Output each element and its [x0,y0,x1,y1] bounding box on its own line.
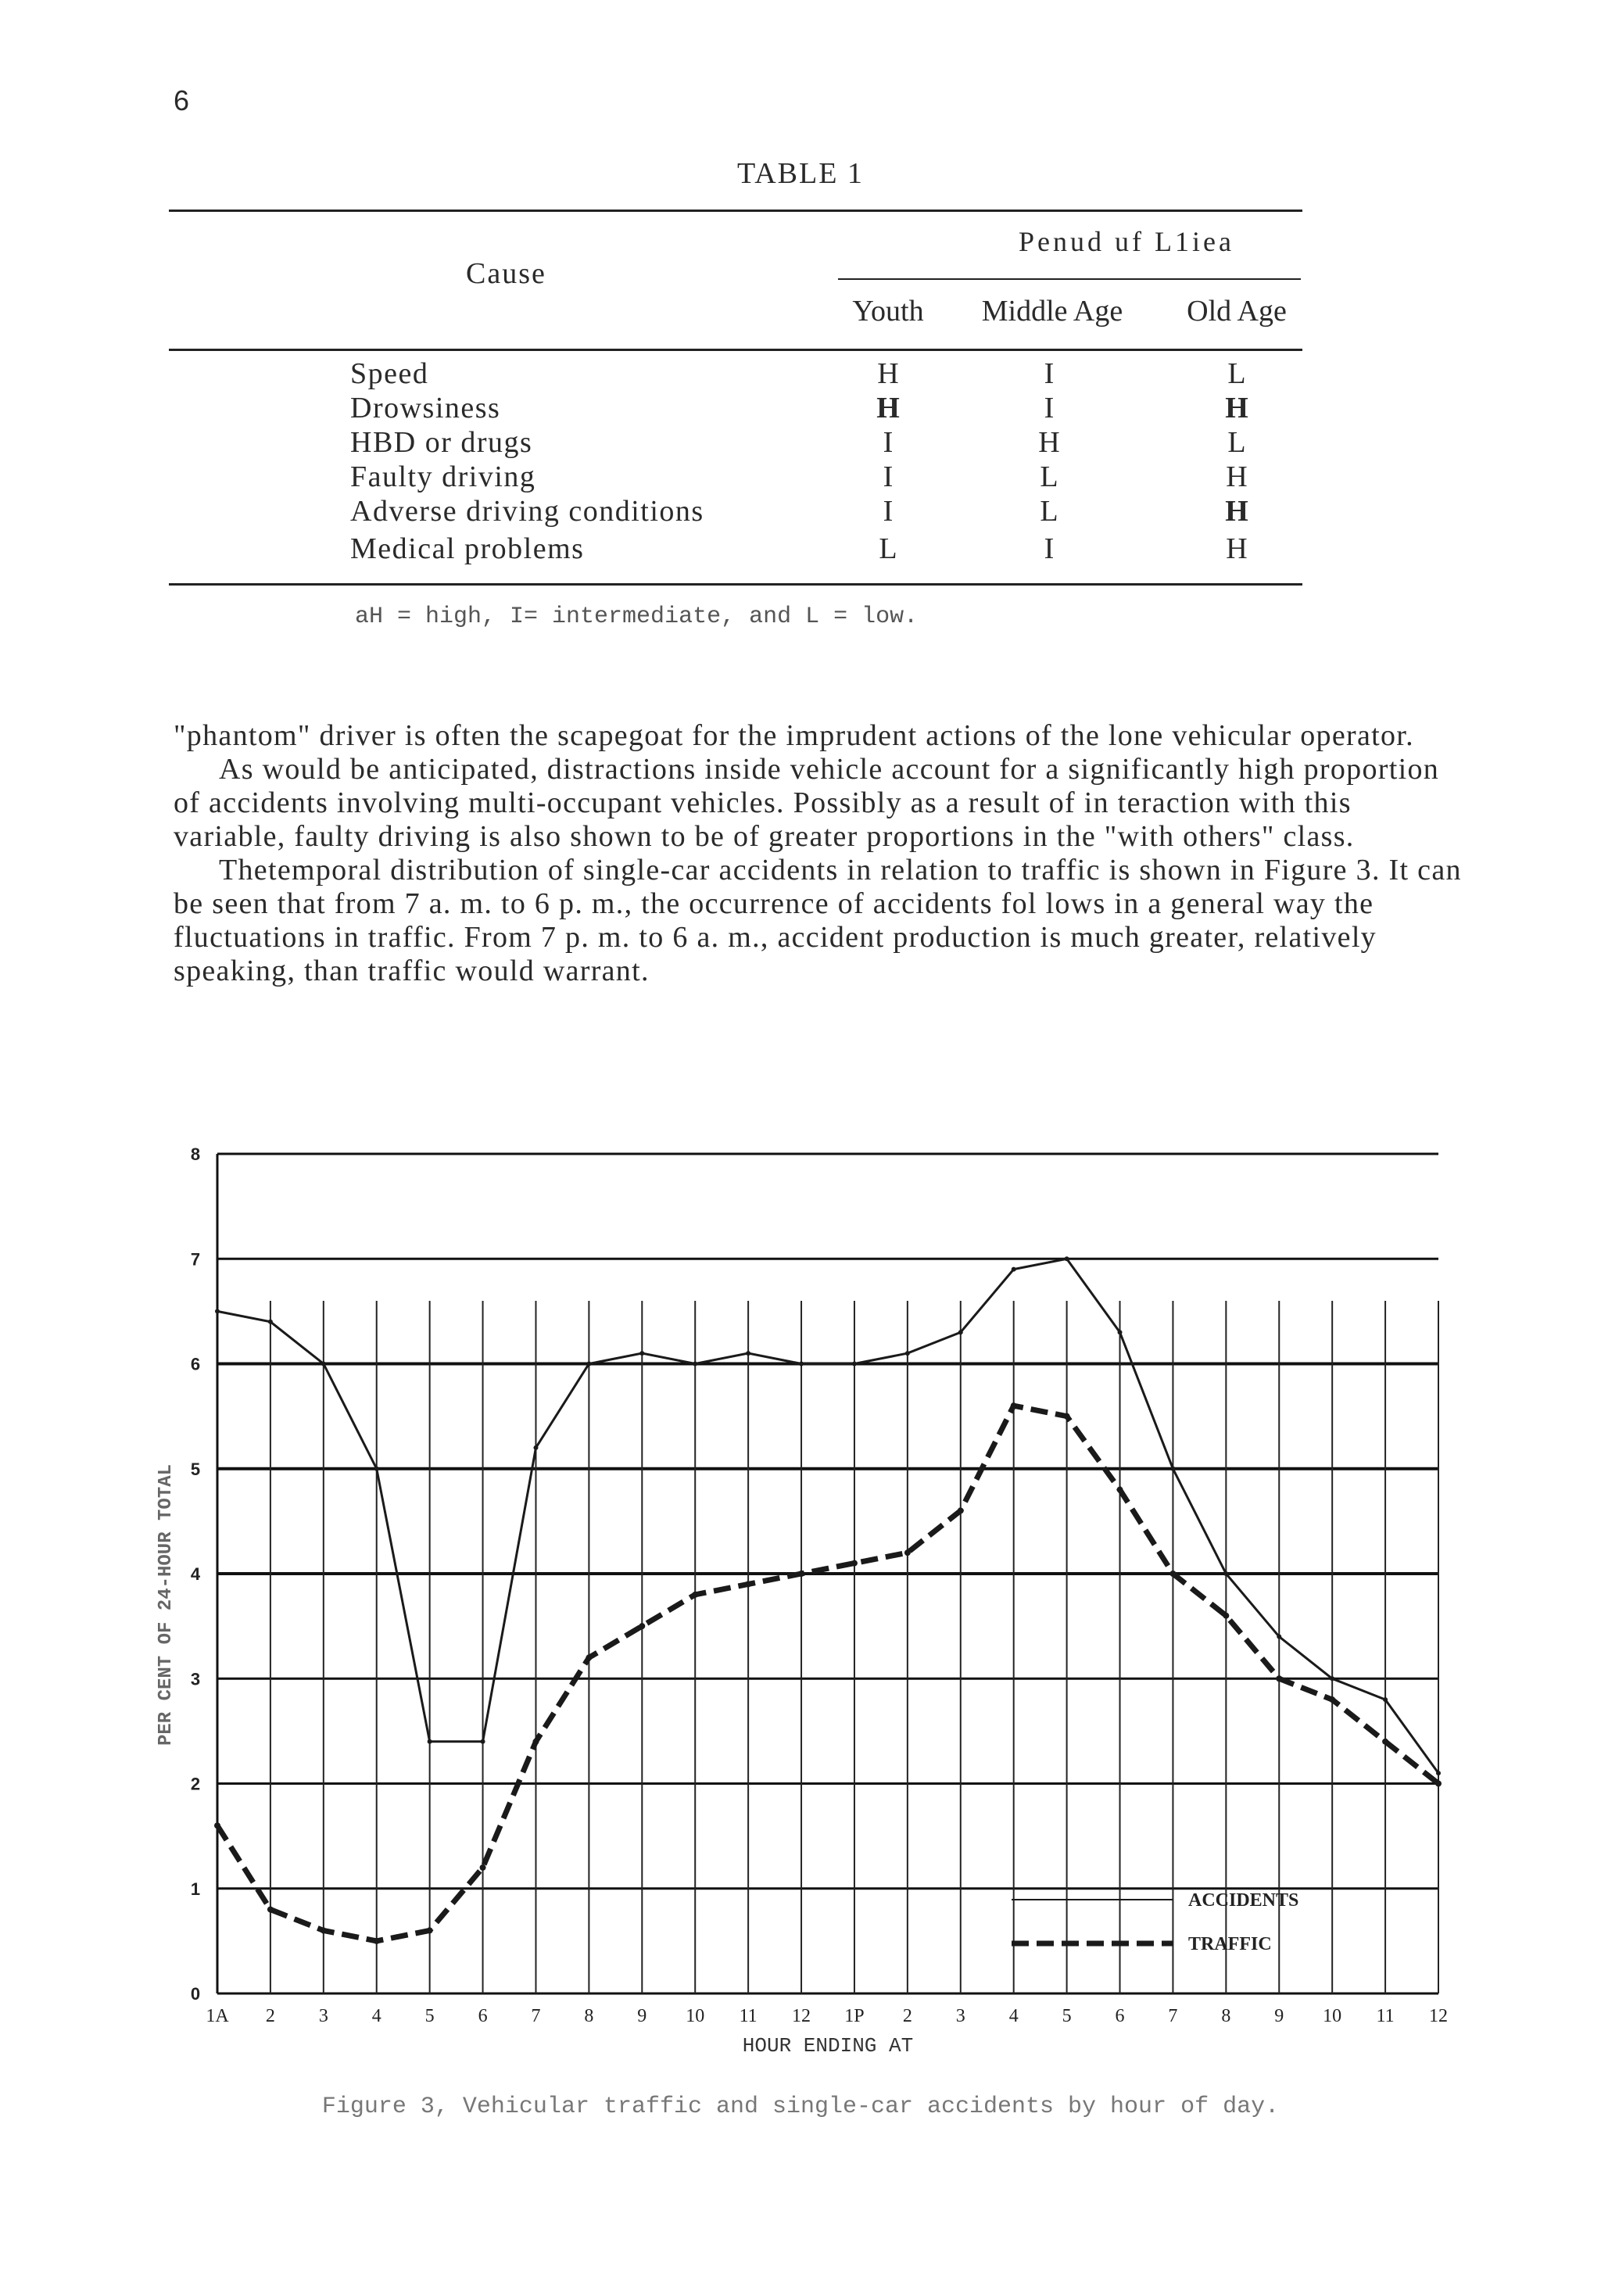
y-tick-label: 4 [190,1564,201,1584]
traffic-data-point [1382,1739,1388,1745]
x-tick-label: 11 [1376,2006,1395,2026]
accidents-data-point [533,1445,538,1450]
y-axis-label: PER CENT OF 24-HOUR TOTAL [156,1463,177,1746]
accidents-data-point [1436,1771,1441,1775]
old-age-value: H [1225,495,1248,528]
traffic-data-point [427,1927,433,1933]
accidents-data-point [905,1351,910,1356]
traffic-data-point [1169,1571,1176,1577]
traffic-data-point [586,1654,592,1660]
row-cause: Adverse driving conditions [350,495,704,528]
x-tick-label: 7 [1168,2006,1178,2026]
x-tick-label: 1A [206,2006,229,2026]
accidents-data-point [1330,1676,1334,1681]
traffic-data-point [321,1927,327,1933]
accidents-data-point [1118,1330,1123,1334]
accidents-data-point [1223,1571,1228,1576]
accidents-data-point [639,1351,644,1356]
middle-age-value: L [1040,460,1058,493]
y-tick-label: 2 [190,1774,201,1794]
middle-age-value: I [1044,392,1055,424]
page-number: 6 [174,84,190,116]
youth-value: L [879,532,897,565]
traffic-data-point [904,1549,911,1556]
traffic-data-point [532,1739,539,1745]
youth-value: H [876,392,900,424]
accidents-data-point [215,1309,220,1313]
column-header-old-age: Old Age [1187,295,1287,328]
traffic-data-point [1011,1402,1017,1409]
traffic-data-point [214,1822,220,1829]
x-tick-label: 2 [265,2006,275,2026]
accidents-data-point [586,1362,591,1366]
old-age-value: H [1225,392,1248,424]
y-tick-label: 5 [190,1459,201,1479]
x-tick-label: 8 [1221,2006,1231,2026]
traffic-data-point [267,1907,274,1913]
accidents-series-line [217,1259,1438,1773]
middle-age-value: I [1044,532,1055,565]
y-tick-label: 7 [190,1249,201,1270]
x-tick-label: 9 [1274,2006,1284,2026]
old-age-value: L [1227,426,1246,459]
x-tick-label: 9 [637,2006,647,2026]
accidents-data-point [958,1330,963,1334]
accidents-data-point [1012,1267,1016,1272]
table-bottom-rule [169,583,1302,586]
table-row [169,425,1302,460]
x-tick-label: 12 [792,2006,811,2026]
traffic-series-line [217,1406,1438,1941]
middle-age-value: I [1044,357,1055,390]
youth-value: H [877,357,899,390]
traffic-data-point [1064,1413,1070,1420]
traffic-data-point [692,1592,698,1598]
accidents-data-point [268,1320,273,1324]
x-axis-label: HOUR ENDING AT [742,2034,914,2058]
traffic-data-point [1435,1781,1442,1787]
table-top-rule [169,210,1302,212]
middle-age-value: H [1038,426,1060,459]
x-tick-label: 11 [739,2006,758,2026]
accidents-data-point [746,1351,750,1356]
x-tick-label: 4 [371,2006,381,2026]
accidents-data-point [1277,1635,1281,1639]
x-tick-label: 3 [318,2006,328,2026]
y-tick-label: 8 [190,1144,201,1164]
x-tick-label: 2 [902,2006,912,2026]
x-tick-label: 12 [1429,2006,1448,2026]
row-cause: Faulty driving [350,460,536,493]
accidents-data-point [428,1739,432,1744]
youth-value: I [883,460,894,493]
old-age-value: L [1227,357,1246,390]
table-header-rule [169,349,1302,351]
traffic-data-point [1117,1487,1123,1493]
x-tick-label: 7 [531,2006,541,2026]
table-row [169,494,1302,528]
y-tick-label: 6 [190,1354,201,1374]
accidents-data-point [1065,1256,1069,1261]
row-cause: Drowsiness [350,392,501,424]
traffic-data-point [745,1581,751,1587]
traffic-data-point [480,1864,486,1871]
accidents-data-point [799,1362,804,1366]
table-row [169,356,1302,391]
group-header-rule [838,278,1301,280]
x-tick-label: 3 [955,2006,965,2026]
table-group-header: Penud uf L1iea [1019,226,1234,257]
row-cause: Speed [350,357,429,390]
row-cause: HBD or drugs [350,426,533,459]
y-tick-label: 1 [190,1879,201,1899]
accidents-data-point [321,1362,326,1366]
y-tick-label: 0 [190,1984,201,2004]
x-tick-label: 6 [478,2006,488,2026]
traffic-data-point [851,1560,858,1567]
accidents-data-point [693,1362,697,1366]
figure-3-chart [141,1141,1470,2064]
legend-label-traffic: TRAFFIC [1188,1934,1272,1954]
accidents-data-point [852,1362,857,1366]
accidents-data-point [374,1467,379,1471]
traffic-data-point [374,1938,380,1944]
table-title: TABLE 1 [737,157,864,190]
figure-caption: Figure 3, Vehicular traffic and single-car accidents by hour of day. [321,2094,1280,2120]
x-tick-label: 6 [1115,2006,1125,2026]
paragraph: As would be anticipated, distractions inside vehicle account for a significantly high proportion of accidents involving multi-occupant vehicles. Possibly as a result of in teraction with this variable, faulty driving is also shown to be of greater proportions in the "with others" class. [174,753,1440,853]
accidents-data-point [1383,1697,1388,1702]
traffic-data-point [1276,1675,1282,1682]
traffic-data-point [1223,1613,1229,1619]
youth-value: I [883,426,894,459]
column-header-middle-age: Middle Age [981,295,1123,328]
x-tick-label: 10 [686,2006,705,2026]
paragraph: "phantom" driver is often the scapegoat for the imprudent actions of the lone vehicular operator. [174,719,1414,752]
x-tick-label: 4 [1008,2006,1019,2026]
column-header-youth: Youth [852,295,924,328]
youth-value: I [883,495,894,528]
y-tick-label: 3 [190,1669,201,1689]
middle-age-value: L [1040,495,1058,528]
traffic-data-point [1329,1696,1335,1703]
table-cause-header: Cause [466,257,546,290]
x-tick-label: 5 [1062,2006,1072,2026]
traffic-data-point [798,1571,804,1577]
x-tick-label: 5 [424,2006,435,2026]
x-tick-label: 1P [844,2006,865,2026]
accidents-data-point [1170,1467,1175,1471]
accidents-data-point [481,1739,485,1744]
x-tick-label: 10 [1323,2006,1342,2026]
old-age-value: H [1226,532,1248,565]
paragraph: Thetemporal distribution of single-car accidents in relation to traffic is shown in Figure 3. It can be seen that from 7 a. m. to 6 p. m., the occurrence of accidents fol lows in a general way the fluctuations in traffic. From 7 p. m. to 6 a. m., accident production is much greater, relatively speaking, than traffic would warrant. [174,854,1462,987]
table-footnote: aH = high, I= intermediate, and L = low. [355,604,919,630]
traffic-data-point [958,1507,964,1513]
x-tick-label: 8 [584,2006,594,2026]
table-row [169,391,1302,425]
body-text [174,719,1471,988]
table-row [169,460,1302,494]
row-cause: Medical problems [350,532,585,565]
table-row [169,532,1302,566]
legend-label-accidents: ACCIDENTS [1188,1890,1299,1911]
old-age-value: H [1226,460,1248,493]
traffic-data-point [639,1623,645,1629]
